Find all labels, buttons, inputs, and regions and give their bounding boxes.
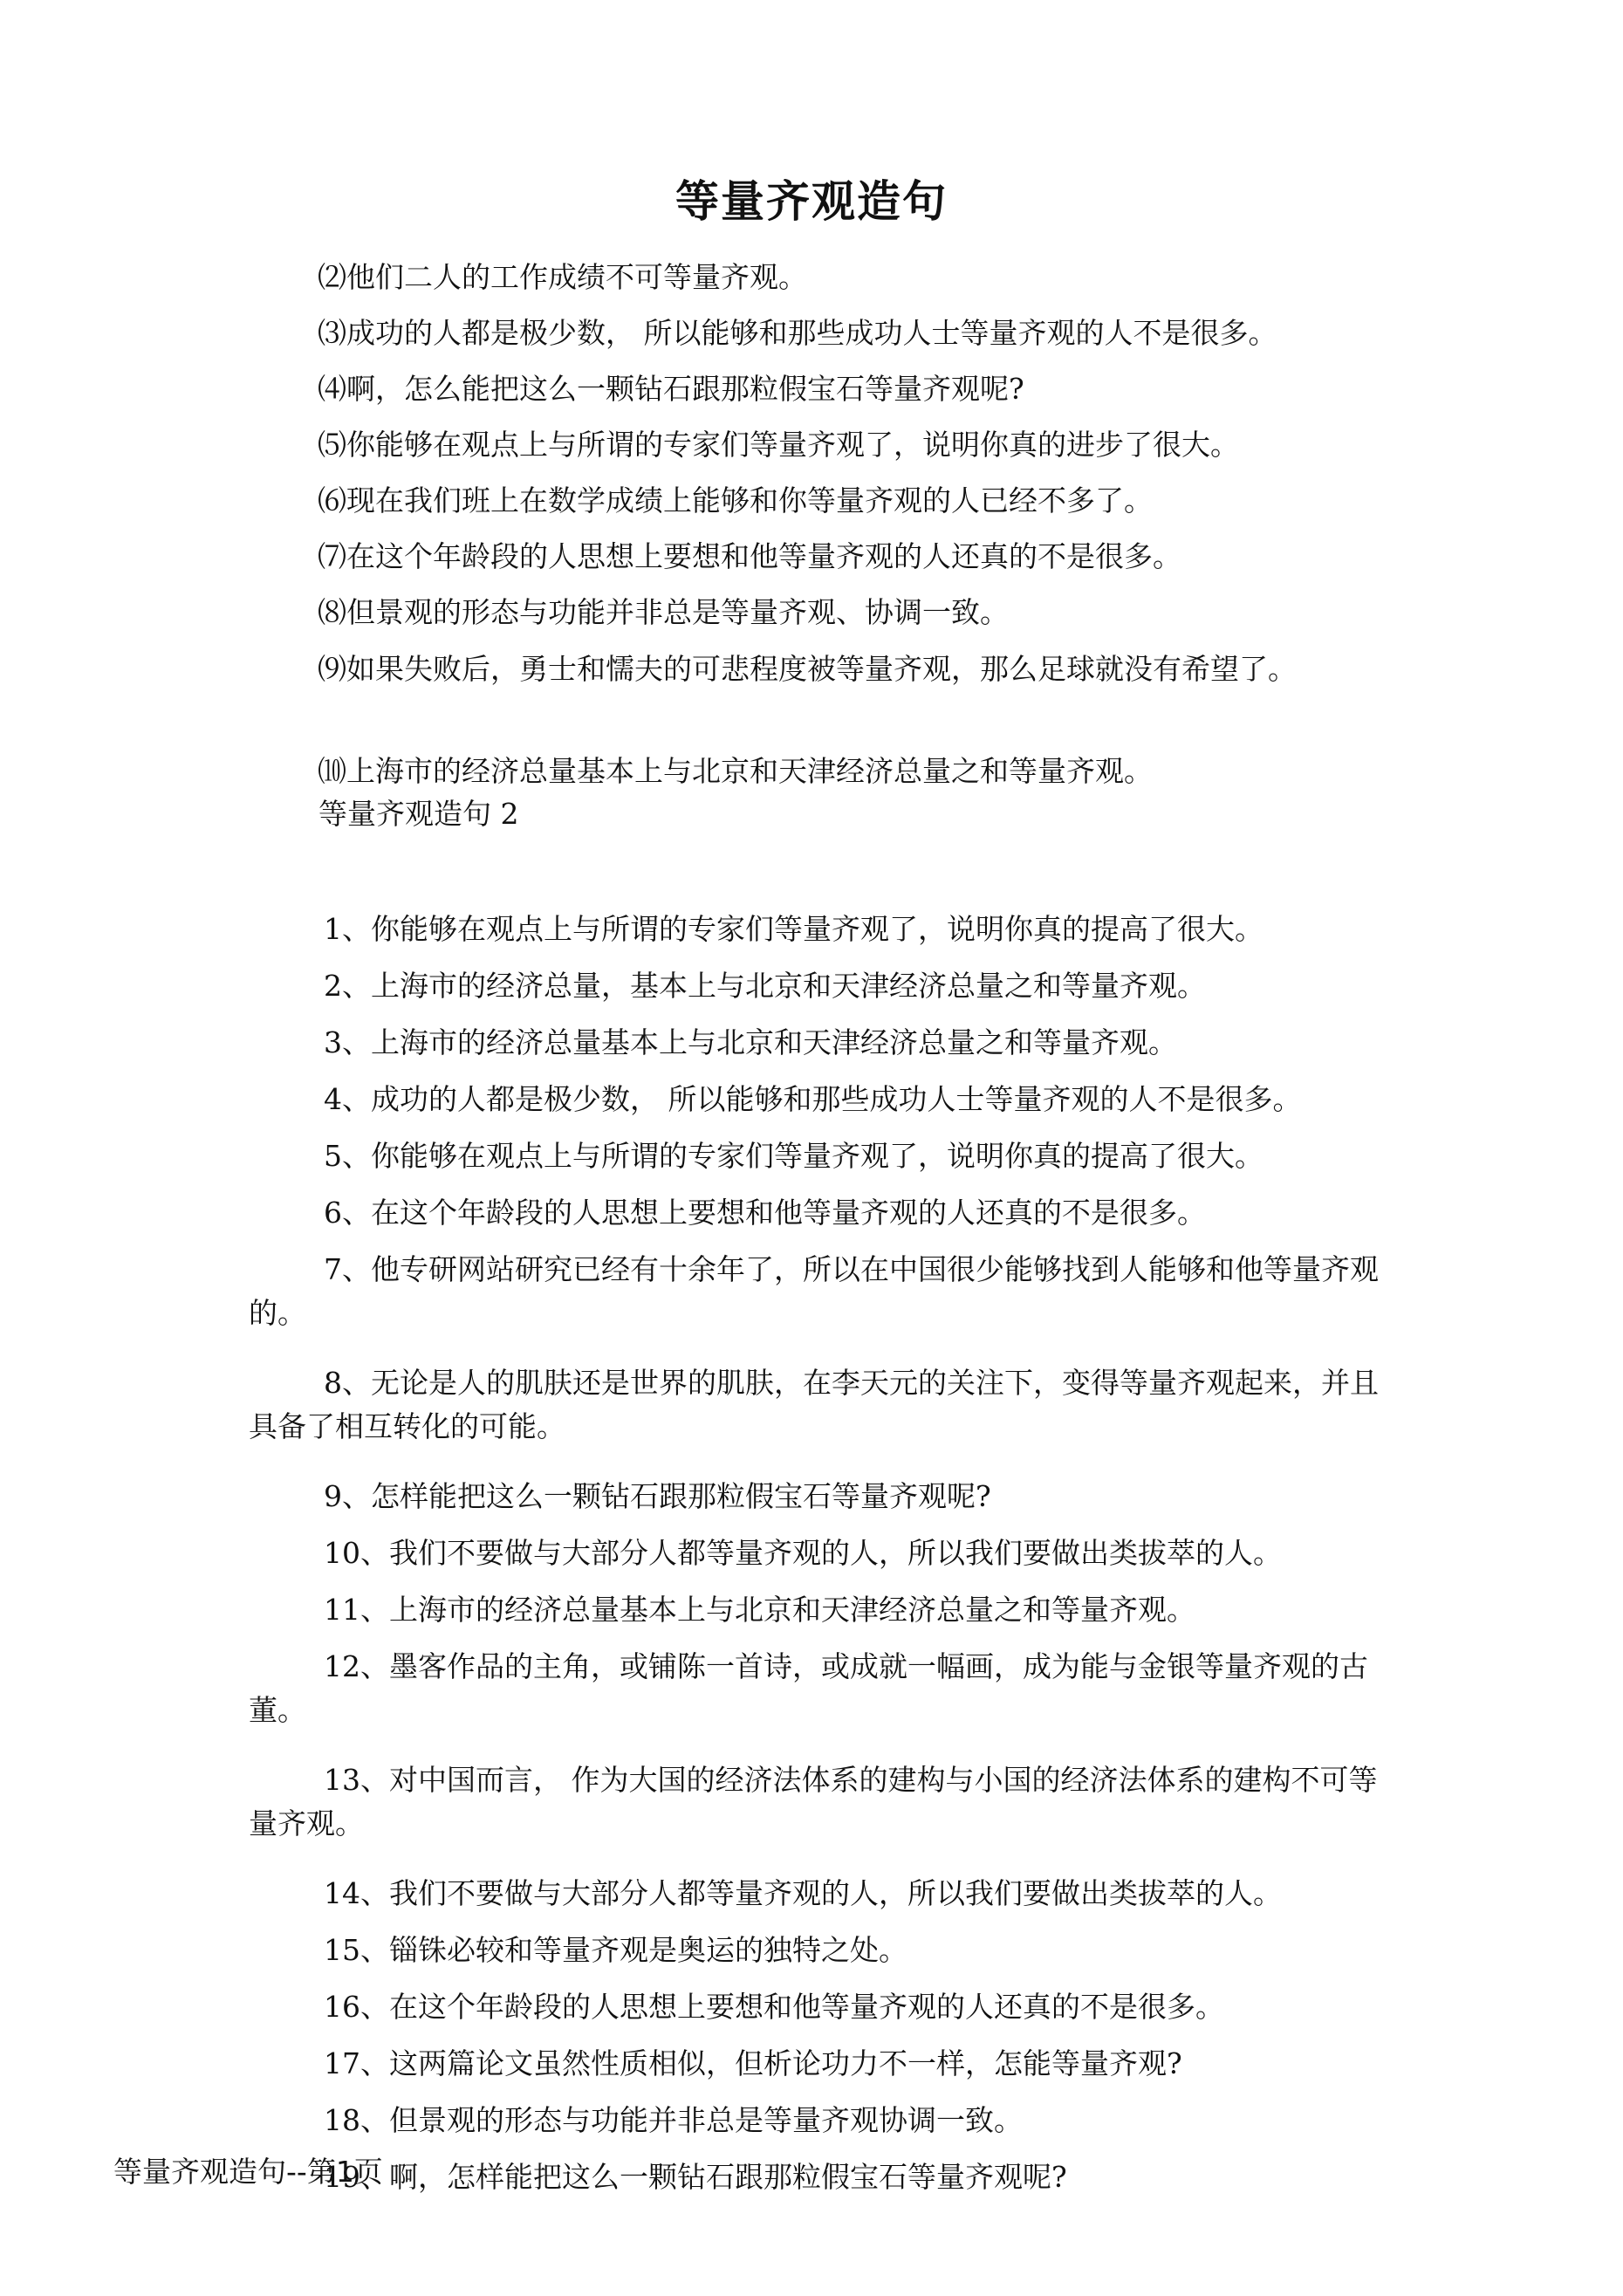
- sentence-s2-10: 10、我们不要做与大部分人都等量齐观的人，所以我们要做出类拔萃的人。: [324, 1536, 1282, 1570]
- sentence-s2-16: 16、在这个年龄段的人思想上要想和他等量齐观的人还真的不是很多。: [324, 1990, 1224, 2024]
- sentence-s2-6: 6、在这个年龄段的人思想上要想和他等量齐观的人还真的不是很多。: [324, 1196, 1206, 1230]
- sentence-s2-11: 11、上海市的经济总量基本上与北京和天津经济总量之和等量齐观。: [324, 1593, 1195, 1627]
- sentence-s1-8: ⑼如果失败后，勇士和懦夫的可悲程度被等量齐观，那么足球就没有希望了。: [318, 652, 1297, 686]
- sentence-s1-1: ⑵他们二人的工作成绩不可等量齐观。: [318, 260, 807, 294]
- sentence-s1-5: ⑹现在我们班上在数学成绩上能够和你等量齐观的人已经不多了。: [318, 483, 1153, 517]
- sentence-s2-7: 7、他专研网站研究已经有十余年了，所以在中国很少能够找到人能够和他等量齐观的。: [249, 1252, 1379, 1330]
- sentence-s2-12: 12、墨客作品的主角，或铺陈一首诗，或成就一幅画，成为能与金银等量齐观的古董。: [249, 1649, 1368, 1727]
- section-subheading: 等量齐观造句 2: [318, 797, 519, 831]
- sentence-s2-15: 15、锱铢必较和等量齐观是奥运的独特之处。: [324, 1933, 907, 1967]
- sentence-s2-2: 2、上海市的经济总量，基本上与北京和天津经济总量之和等量齐观。: [324, 969, 1206, 1003]
- sentence-s1-3: ⑷啊，怎么能把这么一颗钻石跟那粒假宝石等量齐观呢?: [318, 372, 1024, 406]
- page-footer: 等量齐观造句--第1页: [113, 2155, 383, 2189]
- sentence-s1-9: ⑽上海市的经济总量基本上与北京和天津经济总量之和等量齐观。: [318, 754, 1153, 788]
- sentence-s1-7: ⑻但景观的形态与功能并非总是等量齐观、协调一致。: [318, 595, 1009, 629]
- sentence-s2-19: 19、啊，怎样能把这么一颗钻石跟那粒假宝石等量齐观呢?: [324, 2160, 1067, 2194]
- sentence-s2-9: 9、怎样能把这么一颗钻石跟那粒假宝石等量齐观呢?: [324, 1479, 991, 1513]
- sentence-s2-4: 4、成功的人都是极少数， 所以能够和那些成功人士等量齐观的人不是很多。: [324, 1082, 1302, 1116]
- sentence-s1-2: ⑶成功的人都是极少数， 所以能够和那些成功人士等量齐观的人不是很多。: [318, 316, 1277, 350]
- sentence-s2-18: 18、但景观的形态与功能并非总是等量齐观协调一致。: [324, 2103, 1023, 2137]
- sentence-s2-5: 5、你能够在观点上与所谓的专家们等量齐观了，说明你真的提高了很大。: [324, 1139, 1263, 1173]
- sentence-s2-14: 14、我们不要做与大部分人都等量齐观的人，所以我们要做出类拔萃的人。: [324, 1876, 1282, 1910]
- sentence-s2-3: 3、上海市的经济总量基本上与北京和天津经济总量之和等量齐观。: [324, 1025, 1177, 1059]
- sentence-s1-4: ⑸你能够在观点上与所谓的专家们等量齐观了，说明你真的进步了很大。: [318, 428, 1239, 462]
- sentence-s2-8: 8、无论是人的肌肤还是世界的肌肤，在李天元的关注下，变得等量齐观起来，并且具备了相互转化的可能。: [249, 1366, 1379, 1443]
- sentence-s2-13: 13、对中国而言， 作为大国的经济法体系的建构与小国的经济法体系的建构不可等量齐观。: [249, 1763, 1378, 1840]
- sentence-s1-6: ⑺在这个年龄段的人思想上要想和他等量齐观的人还真的不是很多。: [318, 539, 1181, 573]
- sentence-s2-1: 1、你能够在观点上与所谓的专家们等量齐观了，说明你真的提高了很大。: [324, 912, 1263, 946]
- sentence-s2-17: 17、这两篇论文虽然性质相似，但析论功力不一样，怎能等量齐观?: [324, 2046, 1182, 2080]
- page-title: 等量齐观造句: [675, 175, 948, 227]
